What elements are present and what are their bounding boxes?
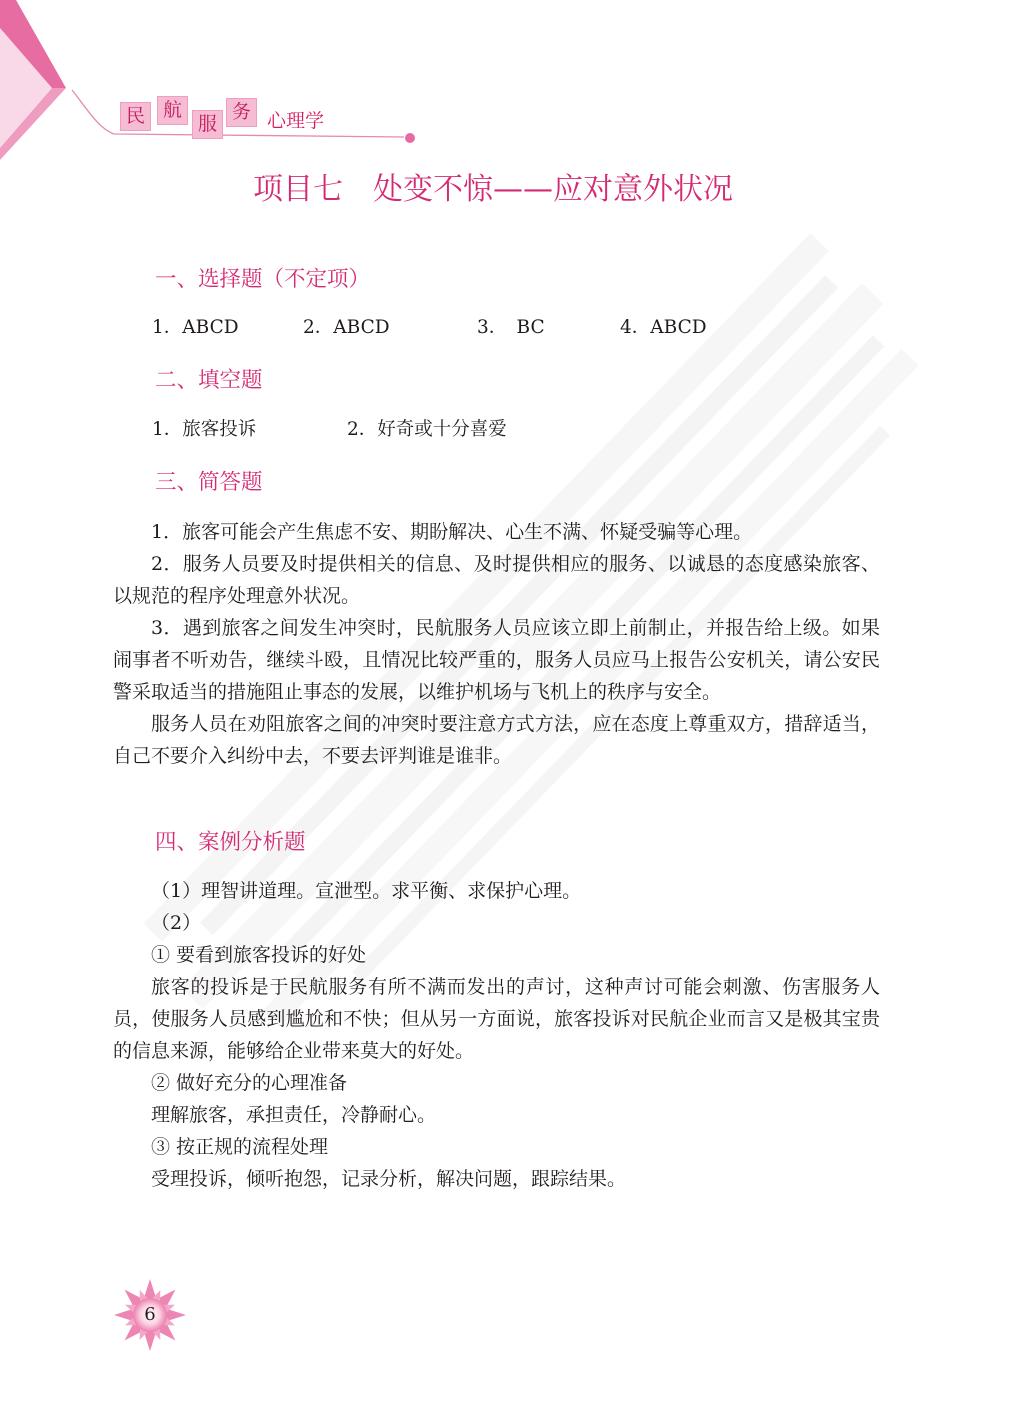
section-heading-choice: 一、选择题（不定项） [155,267,371,292]
short-answer-block [113,516,880,772]
fill-answer: 1．旅客投诉 [152,419,257,440]
choice-answers-row [0,314,1015,342]
choice-answer: 4．ABCD [620,317,707,338]
page-title: 项目七 处变不惊——应对意外状况 [253,172,733,207]
case-paragraph: 旅客的投诉是于民航服务有所不满而发出的声讨，这种声讨可能会刺激、伤害服务人员，使服务人员感到尴尬和不快；但从另一方面说，旅客投诉对民航企业而言又是极其宝贵的信息来源，能够给企业带来莫大的好处。 [113,976,880,1062]
book-subject: 心理学 [267,110,325,132]
choice-answer: 2．ABCD [303,317,390,338]
series-char-box: 民 [120,102,151,131]
short-answer-paragraph: 1．旅客可能会产生焦虑不安、期盼解决、心生不满、怀疑受骗等心理。 [151,521,753,543]
case-paragraph: 受理投诉，倾听抱怨，记录分析，解决问题，跟踪结果。 [151,1168,627,1190]
section-heading-short-answer: 三、简答题 [155,470,263,495]
series-char-box: 航 [157,96,188,125]
case-paragraph: （1）理智讲道理。宣泄型。求平衡、求保护心理。 [151,880,582,902]
case-paragraph: ① 要看到旅客投诉的好处 [151,944,367,966]
short-answer-paragraph: 2．服务人员要及时提供相关的信息、及时提供相应的服务、以诚恳的态度感染旅客、以规范的程序处理意外状况。 [113,553,880,607]
series-char-box: 服 [192,110,223,139]
short-answer-paragraph: 3．遇到旅客之间发生冲突时，民航服务人员应该立即上前制止，并报告给上级。如果闹事者不听劝告，继续斗殴，且情况比较严重的，服务人员应马上报告公安机关，请公安民警采取适当的措施阻止事态的发展，以维护机场与飞机上的秩序与安全。 [113,617,880,703]
fill-answer: 2．好奇或十分喜爱 [347,419,507,440]
case-paragraph: （2） [151,912,202,934]
case-paragraph: ② 做好充分的心理准备 [151,1072,348,1094]
short-answer-paragraph: 服务人员在劝阻旅客之间的冲突时要注意方式方法，应在态度上尊重双方，措辞适当，自己不要介入纠纷中去，不要去评判谁是谁非。 [113,713,880,767]
section-heading-fill: 二、填空题 [155,368,263,393]
case-paragraph: ③ 按正规的流程处理 [151,1136,329,1158]
page-number: 6 [144,1304,156,1325]
case-paragraph: 理解旅客，承担责任，冷静耐心。 [151,1104,437,1126]
choice-answer: 3． BC [477,317,545,338]
section-heading-case-analysis: 四、案例分析题 [155,830,306,855]
case-analysis-block [113,875,880,1195]
corner-decoration [0,0,460,175]
series-char-box: 务 [226,98,257,127]
fill-answers-row [0,416,1015,444]
choice-answer: 1．ABCD [152,317,239,338]
